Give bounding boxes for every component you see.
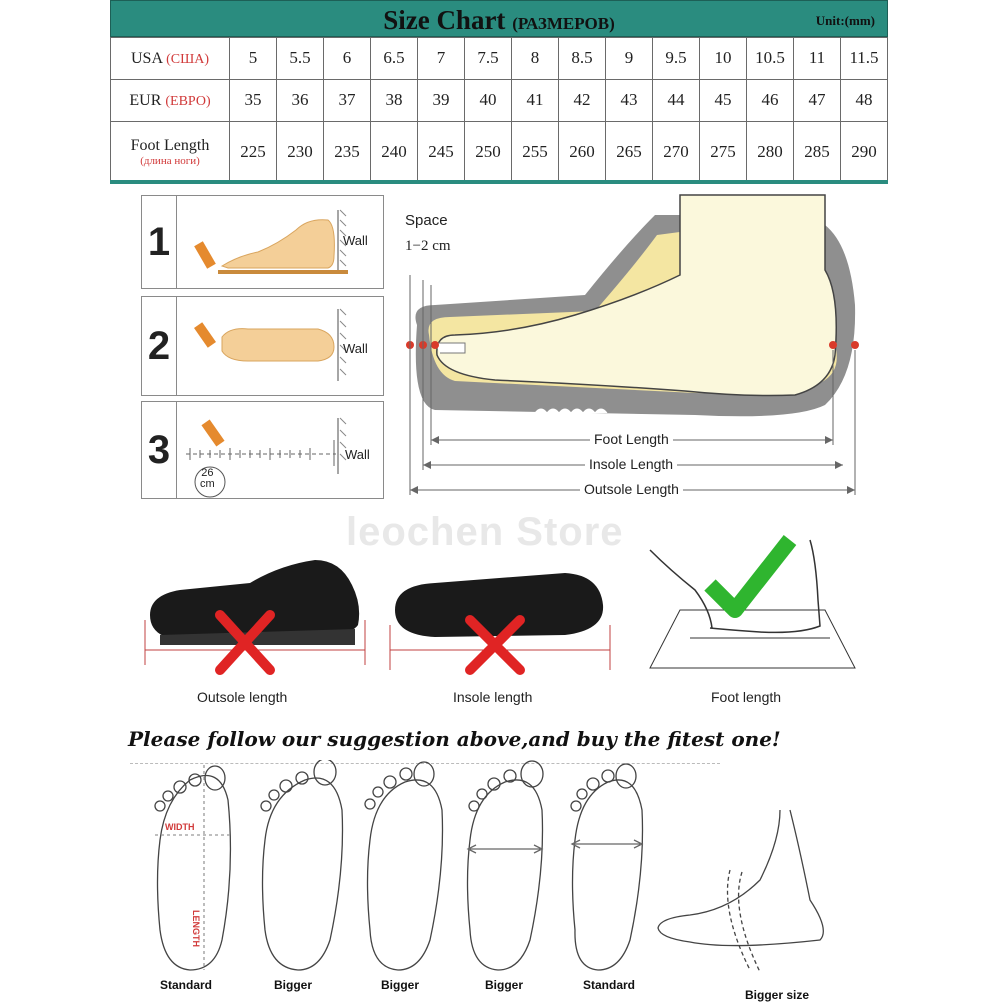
- size-cell: 260: [559, 121, 606, 182]
- suggestion-text: Please follow our suggestion above,and buy the fitest one!: [128, 727, 781, 751]
- row-label-ru: (длина ноги): [140, 154, 200, 167]
- foot-shapes: [130, 760, 890, 980]
- size-cell: 250: [465, 121, 512, 182]
- size-cell: 230: [277, 121, 324, 182]
- size-cell: 290: [841, 121, 888, 182]
- title-text: Size Chart: [383, 5, 506, 35]
- size-cell: 41: [512, 79, 559, 121]
- length-text: LENGTH: [191, 910, 201, 947]
- row-label: EUR: [129, 91, 162, 109]
- size-chart-unit: Unit:(mm): [815, 13, 875, 28]
- foot-measure-illustration: [640, 530, 860, 675]
- size-chart-title: [111, 5, 887, 36]
- row-header: [111, 121, 230, 182]
- size-cell: 225: [230, 121, 277, 182]
- size-cell: 270: [653, 121, 700, 182]
- wall-label: Wall: [343, 341, 368, 356]
- row-label-ru: (США): [166, 51, 210, 67]
- size-cell: 47: [794, 79, 841, 121]
- foot-label: Standard: [583, 978, 636, 992]
- size-cell: 38: [371, 79, 418, 121]
- row-header: [111, 79, 230, 121]
- foot-label: Bigger: [274, 978, 313, 992]
- row-header: [111, 38, 230, 80]
- size-cell: 36: [277, 79, 324, 121]
- row-label-ru: (ЕВРО): [165, 93, 211, 109]
- space-label: Space: [401, 212, 452, 229]
- size-row: [111, 121, 888, 182]
- ruler-value: 26: [201, 467, 214, 479]
- size-cell: 35: [230, 79, 277, 121]
- step-1-panel: [141, 195, 384, 289]
- foot-length-label: Foot Length: [590, 431, 673, 447]
- ruler-unit: cm: [200, 478, 215, 490]
- outsole-caption: Outsole length: [197, 689, 288, 705]
- step-number: 3: [142, 402, 177, 498]
- foot-label: Bigger: [485, 978, 524, 992]
- size-cell: 8.5: [559, 38, 606, 80]
- size-cell: 5: [230, 38, 277, 80]
- size-cell: 235: [324, 121, 371, 182]
- foot-label: Bigger: [381, 978, 420, 992]
- step-3-panel: [141, 401, 384, 499]
- ruler-reading: [200, 468, 215, 490]
- size-row: [111, 79, 888, 121]
- insole-length-label: Insole Length: [585, 456, 677, 472]
- wall-label: Wall: [345, 447, 370, 462]
- insole-illustration: [385, 565, 615, 685]
- size-cell: 7: [418, 38, 465, 80]
- foot-label: Bigger size: [745, 988, 810, 1002]
- size-cell: 45: [700, 79, 747, 121]
- insole-caption: Insole length: [453, 689, 533, 705]
- size-cell: 42: [559, 79, 606, 121]
- size-cell: 8: [512, 38, 559, 80]
- row-label: Foot Length: [130, 137, 210, 155]
- size-cell: 11.5: [841, 38, 888, 80]
- size-cell: 6: [324, 38, 371, 80]
- size-cell: 245: [418, 121, 465, 182]
- size-cell: 6.5: [371, 38, 418, 80]
- size-table: [110, 37, 888, 183]
- size-cell: 39: [418, 79, 465, 121]
- size-cell: 37: [324, 79, 371, 121]
- size-cell: 44: [653, 79, 700, 121]
- wall-label: Wall: [343, 233, 368, 248]
- size-chart-header: [110, 0, 888, 37]
- row-label: USA: [130, 49, 163, 67]
- step-number: 2: [142, 297, 177, 395]
- size-cell: 46: [747, 79, 794, 121]
- space-value: 1−2 cm: [401, 238, 455, 255]
- size-cell: 9.5: [653, 38, 700, 80]
- size-cell: 285: [794, 121, 841, 182]
- size-cell: 40: [465, 79, 512, 121]
- step-2-panel: [141, 296, 384, 396]
- width-text: WIDTH: [165, 822, 195, 832]
- shoe-outsole-illustration: [140, 545, 370, 685]
- size-row: [111, 38, 888, 80]
- table-bottom-strip: [110, 180, 888, 184]
- outsole-length-label: Outsole Length: [580, 481, 683, 497]
- size-cell: 280: [747, 121, 794, 182]
- size-cell: 5.5: [277, 38, 324, 80]
- store-watermark: leochen Store: [346, 510, 624, 554]
- size-cell: 240: [371, 121, 418, 182]
- size-cell: 10: [700, 38, 747, 80]
- size-cell: 265: [606, 121, 653, 182]
- foot-caption: Foot length: [711, 689, 782, 705]
- size-cell: 9: [606, 38, 653, 80]
- size-cell: 43: [606, 79, 653, 121]
- size-cell: 7.5: [465, 38, 512, 80]
- title-ru-text: (РАЗМЕРОВ): [512, 14, 615, 33]
- size-cell: 275: [700, 121, 747, 182]
- foot-label: Standard: [160, 978, 213, 992]
- size-cell: 11: [794, 38, 841, 80]
- size-cell: 48: [841, 79, 888, 121]
- size-cell: 255: [512, 121, 559, 182]
- size-cell: 10.5: [747, 38, 794, 80]
- checkmark-icon: [710, 540, 790, 610]
- step-number: 1: [142, 196, 177, 288]
